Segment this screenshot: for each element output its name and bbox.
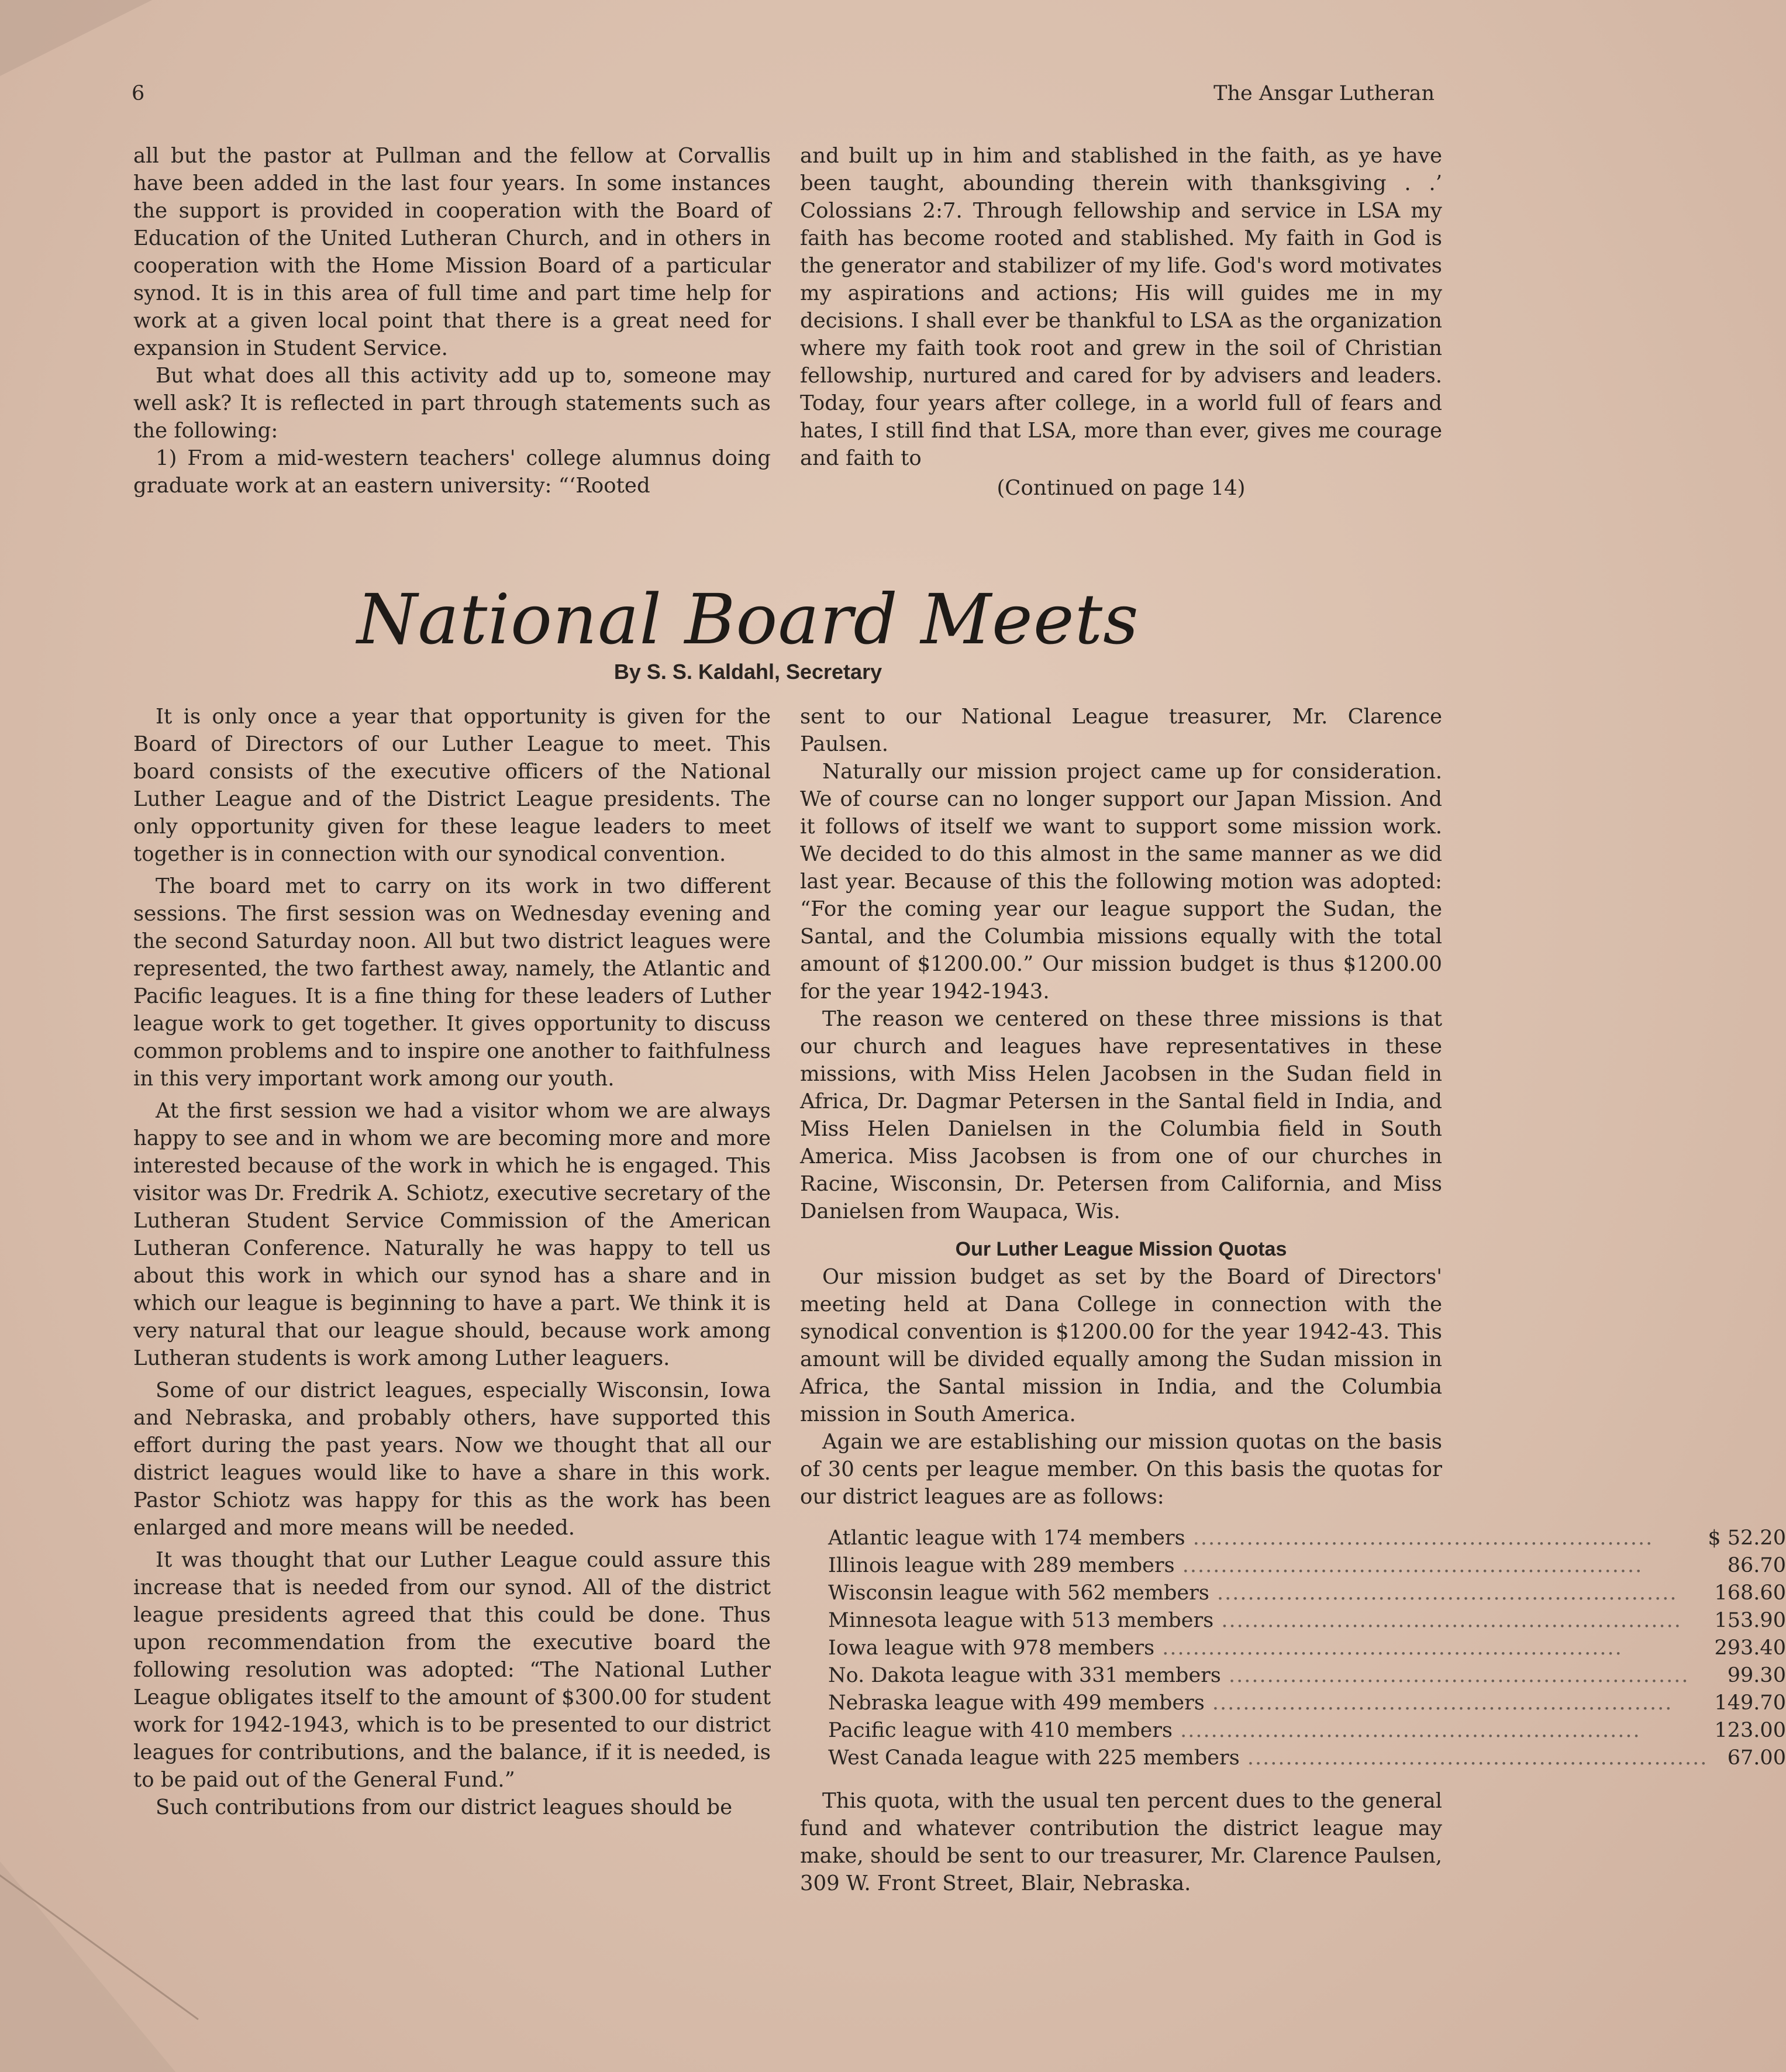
quota-amount: 149.70 xyxy=(1714,1691,1786,1715)
continued-article-left-column xyxy=(133,142,771,499)
paragraph: Naturally our mission project came up for consideration. We of course can no longer support our Japan Mission. And it follows of itself we want to support some mission work. We decided to do this almost in the same manner as we did last year. Because of this the following motion was adopted: “For the coming year our league support the Sudan, the Santal, and the Columbia missions equally with the total amount of $1200.00.” Our mission budget is thus $1200.00 for the year 1942-1943. xyxy=(800,760,1442,1004)
quota-amount: 67.00 xyxy=(1727,1746,1786,1770)
paragraph: Such contributions from our district leagues should be xyxy=(156,1795,733,1819)
quota-league xyxy=(828,1525,1708,1552)
quota-amount: 168.60 xyxy=(1714,1581,1786,1605)
paragraph: 1) From a mid-western teachers' college alumnus doing graduate work at an eastern university: “‘Rooted xyxy=(133,446,771,498)
quota-league-name: No. Dakota league with 331 members xyxy=(828,1664,1221,1687)
quota-row xyxy=(828,1552,1786,1580)
publication-name: The Ansgar Lutheran xyxy=(1213,82,1435,105)
quota-row xyxy=(828,1717,1786,1745)
article-right-column xyxy=(800,703,1786,1897)
paragraph: This quota, with the usual ten percent dues to the general fund and whatever contribution the district league may make, should be sent to our treasurer, Mr. Clarence Paulsen, 309 W. Front Street, Blair, Nebraska. xyxy=(800,1789,1442,1895)
quota-league xyxy=(828,1662,1708,1690)
quota-league-name: Illinois league with 289 members xyxy=(828,1554,1175,1577)
quota-league-name: Minnesota league with 513 members xyxy=(828,1609,1214,1632)
quota-row xyxy=(828,1690,1786,1717)
quota-amount: 153.90 xyxy=(1714,1609,1786,1632)
quota-amount: 123.00 xyxy=(1714,1719,1786,1742)
quota-amount: 99.30 xyxy=(1727,1664,1786,1687)
quota-league xyxy=(828,1607,1708,1635)
paragraph: It is only once a year that opportunity is given for the Board of Directors of our Luther League to meet. This board consists of the executive officers of the National Luther League and of the District League presidents. The only opportunity given for these league leaders to meet together is in connection with our synodical convention. xyxy=(133,705,771,866)
article-left-column xyxy=(133,703,771,1821)
quota-league-name: Wisconsin league with 562 members xyxy=(828,1581,1209,1605)
paper-fold-top xyxy=(0,0,152,76)
paragraph: Our mission budget as set by the Board of Directors' meeting held at Dana College in connection with the synodical convention is $1200.00 for the year 1942-43. This amount will be divided equally among the Sudan mission in Africa, the Santal mission in India, and the Columbia mission in South America. xyxy=(800,1265,1442,1426)
quota-league xyxy=(828,1580,1708,1607)
quota-league xyxy=(828,1552,1708,1580)
paragraph: all but the pastor at Pullman and the fellow at Corvallis have been added in the last four years. In some instances the support is provided in cooperation with the Board of Education of the United Lutheran Church, and in others in cooperation with the Home Mission Board of a particular synod. It is in this area of full time and part time help for work at a given local point that there is a great need for expansion in Student Service. xyxy=(133,144,771,360)
running-head xyxy=(132,82,1435,117)
quota-league-name: Iowa league with 978 members xyxy=(828,1636,1155,1660)
leader-dots: ............................................................ xyxy=(1220,1664,1690,1687)
article-title: National Board Meets xyxy=(357,579,1139,660)
quota-row xyxy=(828,1635,1786,1662)
page-number: 6 xyxy=(132,82,145,105)
paragraph: Some of our district leagues, especially Wisconsin, Iowa and Nebraska, and probably others, have supported this effort during the past years. Now we thought that all our district leagues would like to have a share in this work. Pastor Schiotz was happy for this as the work has been enlarged and more means will be needed. xyxy=(133,1378,771,1540)
leader-dots: ............................................................ xyxy=(1154,1636,1623,1660)
leader-dots: ............................................................ xyxy=(1185,1526,1654,1550)
quota-row xyxy=(828,1607,1786,1635)
leader-dots: ............................................................ xyxy=(1209,1581,1678,1605)
paragraph: The board met to carry on its work in two different sessions. The first session was on Wednesday evening and the second Saturday noon. All but two district leagues were represented, the two farthest away, namely, the Atlantic and Pacific leagues. It is a fine thing for these leaders of Luther league work to get together. It gives opportunity to discuss common problems and to inspire one another to faithfulness in this very important work among our youth. xyxy=(133,874,771,1091)
quota-league-name: Pacific league with 410 members xyxy=(828,1719,1173,1742)
paragraph: But what does all this activity add up to, someone may well ask? It is reflected in part through statements such as the following: xyxy=(133,364,771,443)
leader-dots: ............................................................ xyxy=(1239,1746,1708,1770)
continued-article-right-column xyxy=(800,142,1442,502)
quota-row xyxy=(828,1745,1786,1772)
paragraph: It was thought that our Luther League could assure this increase that is needed from our synod. All of the district league presidents agreed that this could be done. Thus upon recommendation from the executive board the following resolution was adopted: “The National Luther League obligates itself to the amount of $300.00 for student work for 1942-1943, which is to be presented to our district leagues for contributions, and the balance, if it is needed, is to be paid out of the General Fund.” xyxy=(133,1548,771,1792)
quota-league xyxy=(828,1717,1708,1745)
leader-dots: ............................................................ xyxy=(1204,1691,1673,1715)
paragraph: At the first session we had a visitor whom we are always happy to see and in whom we are becoming more and more interested because of the work in which he is engaged. This visitor was Dr. Fredrik A. Schiotz, executive secretary of the Lutheran Student Service Commission of the American Lutheran Conference. Naturally he was happy to tell us about this work in which our synod has a share and in which our league is beginning to have a part. We think it is very natural that our league should, because work among Lutheran students is work among Luther leaguers. xyxy=(133,1099,771,1370)
quota-row xyxy=(828,1662,1786,1690)
paragraph: Again we are establishing our mission quotas on the basis of 30 cents per league member. On this basis the quotas for our district leagues are as follows: xyxy=(800,1430,1442,1509)
quota-league-name: West Canada league with 225 members xyxy=(828,1746,1240,1770)
article-byline: By S. S. Kaldahl, Secretary xyxy=(613,660,882,684)
quota-league xyxy=(828,1745,1708,1772)
paragraph: and built up in him and stablished in the faith, as ye have been taught, abounding therein with thanksgiving . .’ Colossians 2:7. Through fellowship and service in LSA my faith has become rooted and stablished. My faith in God is the generator and stabilizer of my life. God's word motivates my aspirations and actions; His will guides me in my decisions. I shall ever be thankful to LSA as the organization where my faith took root and grew in the soil of Christian fellowship, nurtured and cared for by advisers and leaders. Today, four years after college, in a world full of fears and hates, I still find that LSA, more than ever, gives me courage and faith to xyxy=(800,144,1442,470)
quota-row xyxy=(828,1525,1786,1552)
quota-league xyxy=(828,1635,1708,1662)
leader-dots: ............................................................ xyxy=(1172,1719,1641,1742)
section-subhead: Our Luther League Mission Quotas xyxy=(955,1238,1287,1260)
mission-quota-table xyxy=(828,1525,1786,1772)
paragraph: sent to our National League treasurer, Mr. Clarence Paulsen. xyxy=(800,705,1442,756)
quota-amount: $ 52.20 xyxy=(1708,1526,1786,1550)
quota-amount: 86.70 xyxy=(1727,1554,1786,1577)
quota-league-name: Nebraska league with 499 members xyxy=(828,1691,1205,1715)
paragraph: The reason we centered on these three missions is that our church and leagues have representatives in these missions, with Miss Helen Jacobsen in the Sudan field in Africa, Dr. Dagmar Petersen in the Santal field in India, and Miss Helen Danielsen in the Columbia field in South America. Miss Jacobsen is from one of our churches in Racine, Wisconsin, Dr. Petersen from California, and Miss Danielsen from Waupaca, Wis. xyxy=(800,1007,1442,1223)
quota-amount: 293.40 xyxy=(1714,1636,1786,1660)
continued-note: (Continued on page 14) xyxy=(997,476,1246,500)
quota-league xyxy=(828,1690,1708,1717)
quota-row xyxy=(828,1580,1786,1607)
leader-dots: ............................................................ xyxy=(1174,1554,1643,1577)
leader-dots: ............................................................ xyxy=(1213,1609,1682,1632)
quota-league-name: Atlantic league with 174 members xyxy=(828,1526,1185,1550)
